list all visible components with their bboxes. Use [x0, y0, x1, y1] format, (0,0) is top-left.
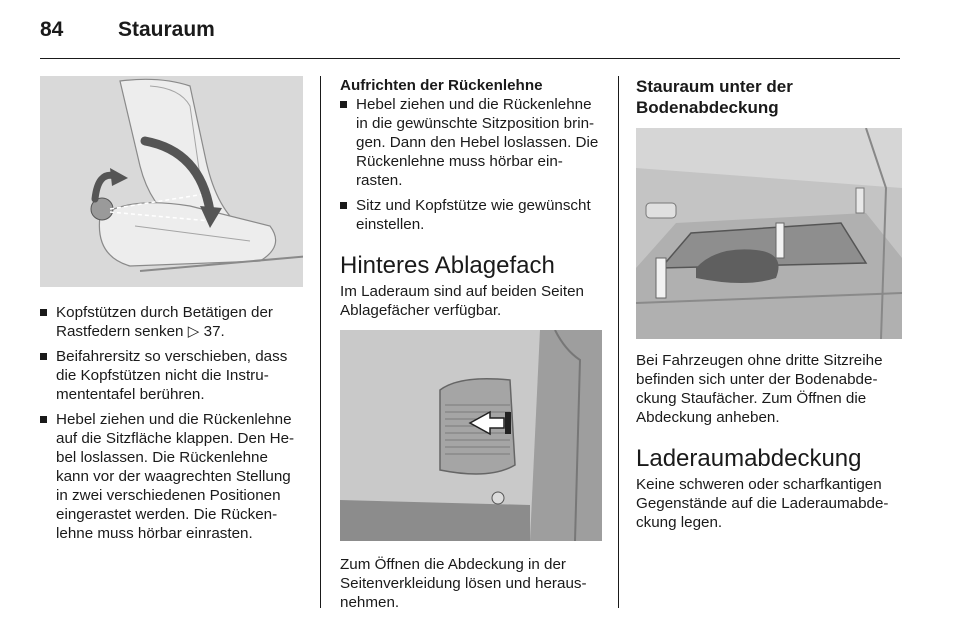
list-item-text: Sitz und Kopfstütze wie gewünscht einstellen. [356, 197, 591, 233]
bullet-icon [40, 416, 47, 423]
intro-paragraph: Im Laderaum sind auf beiden Seiten Ablagefächer verfügbar. [340, 283, 585, 319]
section-heading-2: Laderaumabdeckung [636, 445, 862, 472]
column-divider-1 [320, 76, 321, 608]
header-divider [40, 58, 900, 59]
column-3 [636, 76, 902, 532]
list-item-text: Hebel ziehen und die Rückenlehne in die gewünschte Sitzposition bringen. Dann den Hebel loslassen. Die Rückenlehne muss hörbar einrasten. [356, 96, 599, 189]
list-item-text: Hebel ziehen und die Rückenlehne auf die Sitzfläche klappen. Den Hebel loslassen. Die Rückenlehne kann vor der waagrechten Stellung in zwei verschiedenen Positionen eingerastet werden. Die Rückenlehne muss hörbar einrasten. [56, 411, 295, 542]
bullet-icon [40, 353, 47, 360]
list-item-text: Beifahrersitz so verschieben, dass die Kopfstützen nicht die Instrumententafel berühren. [56, 348, 288, 403]
page-number: 84 [40, 18, 64, 41]
side-storage-cover-illustration [340, 330, 602, 541]
list-item [340, 196, 602, 234]
list-item [40, 410, 303, 543]
seat-instructions-list [40, 303, 303, 543]
column-2 [340, 76, 602, 612]
sub-heading: Aufrichten der Rückenlehne [340, 77, 543, 94]
underfloor-paragraph: Bei Fahrzeugen ohne dritte Sitzreihe befinden sich unter der Bodenabdeckung Staufächer. Zum Öffnen die Abdeckung anheben. [636, 352, 883, 426]
section-heading: Hinteres Ablagefach [340, 252, 555, 279]
list-item-text: Kopfstützen durch Betätigen der Rastfedern senken [56, 304, 273, 340]
cover-paragraph: Keine schweren oder scharfkantigen Gegenstände auf die Laderaumabdeckung legen. [636, 476, 889, 531]
figure-caption: Zum Öffnen die Abdeckung in der Seitenverkleidung lösen und herausnehmen. [340, 556, 587, 611]
bullet-icon [340, 101, 347, 108]
underfloor-storage-illustration [636, 128, 902, 339]
seat-adjustment-illustration [40, 76, 303, 287]
section-heading: Stauraum unter der Bodenabdeckung [636, 77, 793, 117]
column-divider-2 [618, 76, 619, 608]
bullet-icon [340, 202, 347, 209]
page-header [40, 18, 215, 48]
page-title: Stauraum [118, 18, 215, 41]
page-reference-arrow-icon: ▷ [187, 323, 200, 340]
bullet-icon [40, 309, 47, 316]
page-reference: 37. [203, 323, 225, 340]
backrest-instructions-list [340, 95, 602, 234]
list-item [40, 303, 303, 341]
column-1 [40, 76, 303, 549]
list-item [40, 347, 303, 404]
list-item [340, 95, 602, 190]
